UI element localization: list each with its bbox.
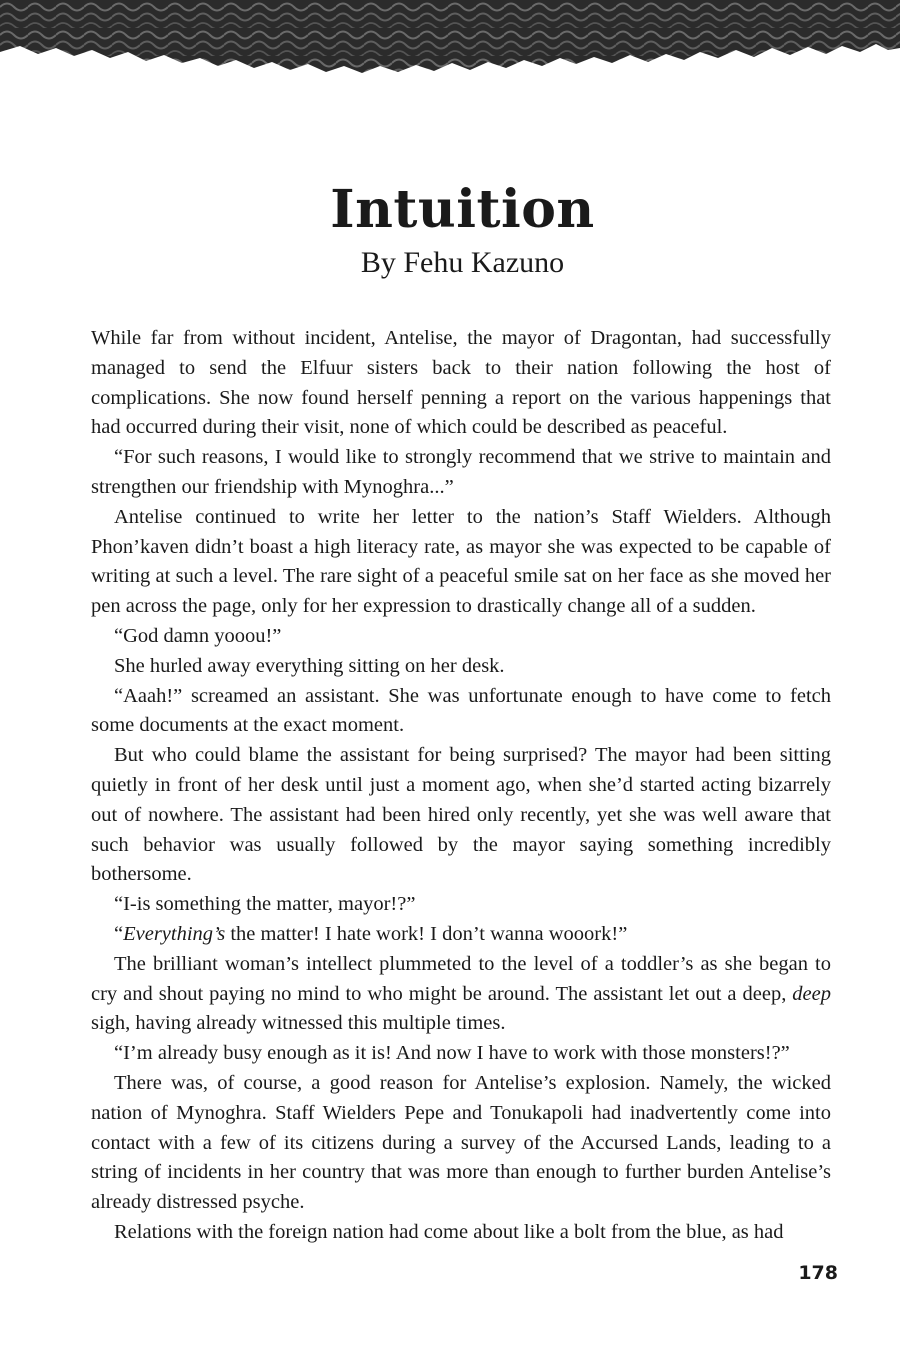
- paragraph: [91, 324, 831, 443]
- text-run: the matter! I hate work! I don’t wanna wooork!”: [225, 922, 628, 945]
- paragraph: [91, 1218, 831, 1248]
- paragraph: [91, 920, 831, 950]
- paragraph: [91, 682, 831, 742]
- text-run: “I-is something the matter, mayor!?”: [114, 893, 416, 916]
- torn-edge-shape: [0, 0, 900, 73]
- paragraph: [91, 503, 831, 622]
- text-run: But who could blame the assistant for being surprised? The mayor had been sitting quietly in front of her desk until just a moment ago, when she’d started acting bizarrely out of nowhere. The assistant had been hired only recently, yet she was well aware that such behavior was usually followed by the mayor saying something incredibly bothersome.: [91, 744, 831, 886]
- paragraph: [91, 622, 831, 652]
- italic-text: deep: [792, 982, 831, 1005]
- torn-paper-header-decoration: [0, 0, 900, 80]
- chapter-byline: By Fehu Kazuno: [360, 246, 565, 279]
- text-run: She hurled away everything sitting on her desk.: [114, 654, 505, 677]
- paragraph: [91, 950, 831, 1039]
- text-run: The brilliant woman’s intellect plummeted to the level of a toddler’s as she began to cry and shout paying no mind to who might be around. The assistant let out a deep,: [91, 952, 831, 1005]
- text-run: “: [114, 922, 124, 945]
- text-run: Relations with the foreign nation had come about like a bolt from the blue, as had: [114, 1220, 784, 1243]
- text-run: There was, of course, a good reason for Antelise’s explosion. Namely, the wicked nation of Mynoghra. Staff Wielders Pepe and Tonukapoli had inadvertently come into contact with a few of its citizens during a survey of the Accursed Lands, leading to a string of incidents in her country that was more than enough to further burden Antelise’s already distressed psyche.: [91, 1071, 831, 1214]
- paragraph: [91, 890, 831, 920]
- text-run: “Aaah!” screamed an assistant. She was unfortunate enough to have come to fetch some documents at the exact moment.: [91, 684, 831, 737]
- paragraph: [91, 443, 831, 503]
- text-run: “God damn yooou!”: [114, 624, 282, 647]
- page-number: 178: [798, 1262, 838, 1284]
- italic-text: Everything’s: [123, 922, 226, 945]
- paragraph: [91, 1069, 831, 1218]
- chapter-title: Intuition: [330, 179, 595, 240]
- text-run: Antelise continued to write her letter to the nation’s Staff Wielders. Although Phon’kaven didn’t boast a high literacy rate, as mayor she was expected to be capable of writing at such a level. The rare sight of a peaceful smile sat on her face as she moved her pen across the page, only for her expression to drastically change all of a sudden.: [91, 505, 831, 618]
- paragraph: [91, 741, 831, 890]
- text-run: While far from without incident, Antelise, the mayor of Dragontan, had successfully managed to send the Elfuur sisters back to their nation following the host of complications. She now found herself penning a report on the various happenings that had occurred during their visit, none of which could be described as peaceful.: [91, 327, 831, 439]
- text-run: sigh, having already witnessed this multiple times.: [91, 1012, 506, 1035]
- paragraph: [91, 1039, 831, 1069]
- text-run: “For such reasons, I would like to strongly recommend that we strive to maintain and strengthen our friendship with Mynoghra...”: [91, 446, 831, 498]
- paragraph: [91, 652, 831, 682]
- chapter-heading: [0, 178, 900, 282]
- body-text: [91, 324, 831, 1248]
- text-run: “I’m already busy enough as it is! And now I have to work with those monsters!?”: [114, 1042, 790, 1065]
